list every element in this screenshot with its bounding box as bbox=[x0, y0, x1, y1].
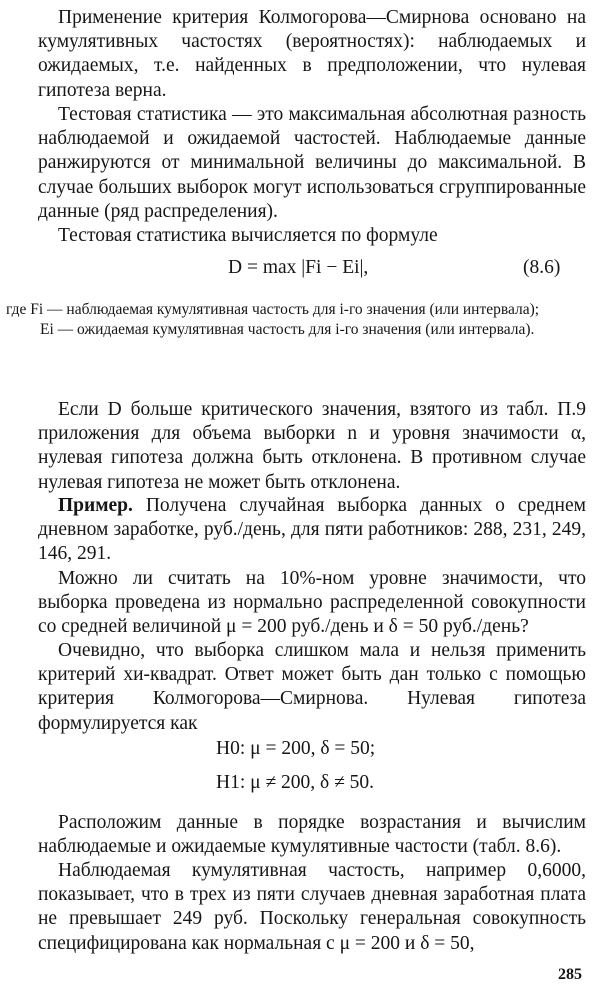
formula-expression: D = max |Fi − Ei|, bbox=[228, 257, 369, 278]
page-number: 285 bbox=[558, 966, 582, 983]
definition-fi-label: где Fi — bbox=[6, 301, 63, 318]
definitions bbox=[6, 300, 598, 340]
example-label: Пример. bbox=[58, 495, 133, 516]
paragraph-8: Расположим данные в порядке возрастания и вычислим наблюдаемые и ожидаемые кумулятивные частости (табл. 8.6). bbox=[38, 812, 586, 858]
definition-fi bbox=[6, 300, 598, 320]
paragraph-1: Применение критерия Колмогорова—Смирнова основано на кумулятивных частостях (вероятностях): наблюдаемых и ожидаемых, т.е. найденных в предположении, что нулевая гипотеза верна. bbox=[38, 7, 586, 101]
definition-ei-label: Ei — bbox=[40, 321, 74, 338]
hypothesis-h0: H0: μ = 200, δ = 50; bbox=[216, 738, 376, 759]
example-text: Получена случайная выборка данных о среднем дневном заработке, руб./день, для пяти работников: 288, 231, 249, 146, 291. bbox=[38, 495, 586, 565]
formula-number: (8.6) bbox=[523, 257, 561, 278]
paragraph-9: Наблюдаемая кумулятивная частость, например 0,6000, показывает, что в трех из пяти случаев дневная заработная плата не превышает 249 руб. Поскольку генеральная совокупность специфицирована как нормальная с μ = 200 и δ = 50, bbox=[38, 860, 586, 954]
paragraph-6: Можно ли считать на 10%-ном уровне значимости, что выборка проведена из нормально распределенной совокупности со средней величиной μ = 200 руб./день и δ = 50 руб./день? bbox=[38, 568, 586, 638]
definition-ei-text: ожидаемая кумулятивная частость для i-го значения (или интервала). bbox=[77, 321, 535, 338]
paragraph-7: Очевидно, что выборка слишком мала и нельзя применить критерий хи-квадрат. Ответ может быть дан только с помощью критерия Колмогорова—Смирнова. Нулевая гипотеза формулируется как bbox=[38, 640, 586, 734]
definition-fi-text: наблюдаемая кумулятивная частость для i-го значения (или интервала); bbox=[66, 301, 540, 318]
definition-ei bbox=[6, 320, 598, 340]
paragraph-2: Тестовая статистика — это максимальная абсолютная разность наблюдаемой и ожидаемой частостей. Наблюдаемые данные ранжируются от минимальной величины до максимальной. В случае больших выборок могут использоваться сгруппированные данные (ряд распределения). bbox=[38, 104, 586, 222]
paragraph-3: Тестовая статистика вычисляется по формуле bbox=[58, 225, 438, 246]
paragraph-4: Если D больше критического значения, взятого из табл. П.9 приложения для объема выборки n и уровня значимости α, нулевая гипотеза должна быть отклонена. В противном случае нулевая гипотеза не может быть отклонена. bbox=[38, 399, 586, 493]
hypothesis-h1: H1: μ ≠ 200, δ ≠ 50. bbox=[216, 772, 375, 793]
paragraph-5 bbox=[38, 494, 586, 567]
